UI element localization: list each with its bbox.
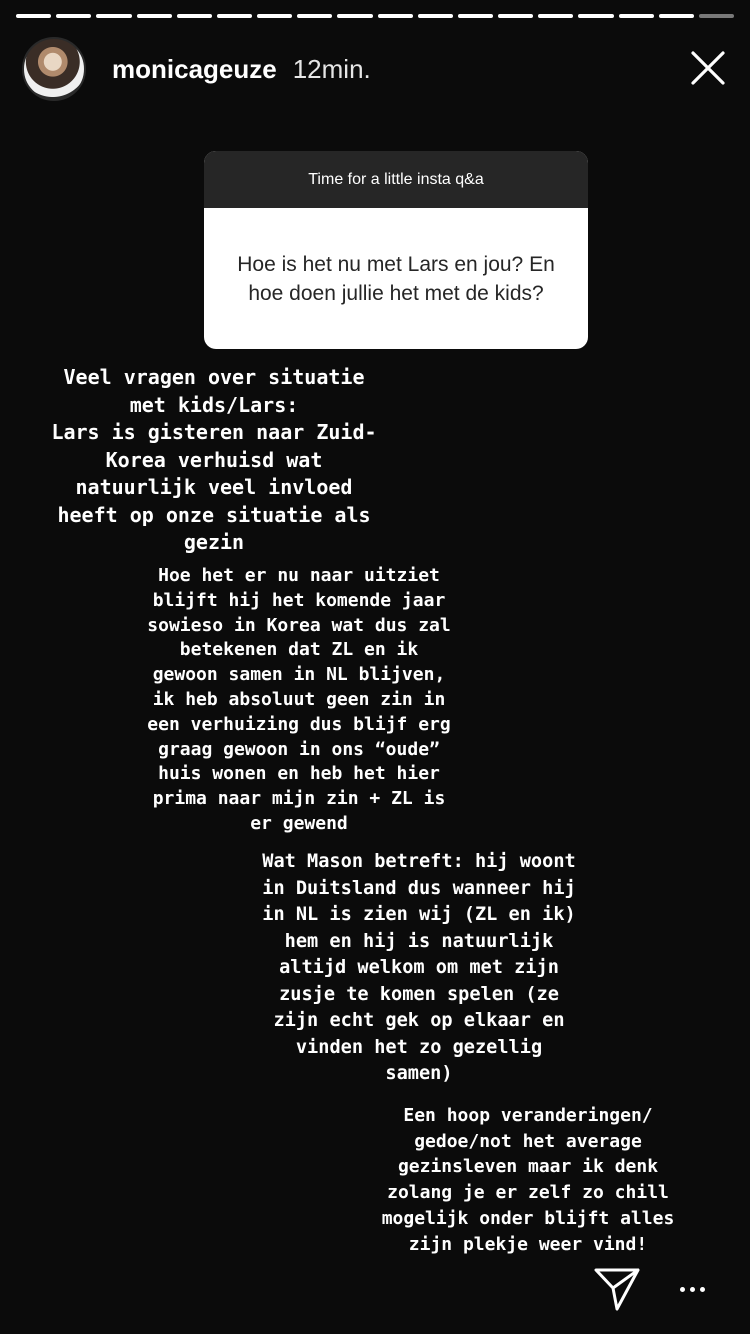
progress-segment — [619, 14, 654, 18]
progress-segment — [217, 14, 252, 18]
progress-segment — [378, 14, 413, 18]
question-text: Hoe is het nu met Lars en jou? En hoe doen jullie het met de kids? — [237, 252, 555, 305]
story-header — [22, 34, 728, 104]
progress-segment — [16, 14, 51, 18]
avatar[interactable] — [22, 37, 86, 101]
post-time: 12min. — [292, 53, 371, 84]
progress-segment — [56, 14, 91, 18]
progress-segment — [297, 14, 332, 18]
progress-segment — [337, 14, 372, 18]
progress-segment — [498, 14, 533, 18]
more-dot — [680, 1287, 685, 1292]
progress-segment — [699, 14, 734, 18]
more-dot — [690, 1287, 695, 1292]
story-text-block: Hoe het er nu naar uitziet blijft hij het komende jaar sowieso in Korea wat dus zal betekenen dat ZL en ik gewoon samen in NL blijven, ik heb absoluut geen zin in een verhuizing dus blijf erg graag gewoon in ons “oude” huis wonen en heb het hier prima naar mijn zin + ZL is er gewend — [147, 565, 451, 834]
progress-segment — [96, 14, 131, 18]
progress-segment — [458, 14, 493, 18]
progress-segment — [578, 14, 613, 18]
progress-segment — [137, 14, 172, 18]
story-text-block: Wat Mason betreft: hij woont in Duitsland dus wanneer hij in NL is zien wij (ZL en ik) hem en hij is natuurlijk altijd welkom om met zijn zusje te komen spelen (ze zijn echt gek op elkaar en vinden het zo gezellig samen) — [262, 851, 576, 1084]
progress-segment — [538, 14, 573, 18]
progress-segment — [418, 14, 453, 18]
story-progress-bar — [16, 14, 734, 18]
question-sticker[interactable] — [204, 151, 588, 349]
more-dot — [700, 1287, 705, 1292]
story-text-block: Veel vragen over situatie met kids/Lars: Lars is gisteren naar Zuid- Korea verhuisd wat natuurlijk veel invloed heeft op onze situatie als gezin — [51, 365, 377, 554]
send-icon[interactable] — [593, 1266, 641, 1312]
more-icon[interactable] — [672, 1274, 712, 1304]
question-sticker-header: Time for a little insta q&a — [204, 151, 588, 208]
close-icon[interactable] — [688, 48, 728, 88]
username[interactable]: monicageuze — [112, 53, 277, 84]
progress-segment — [177, 14, 212, 18]
progress-segment — [659, 14, 694, 18]
story-text-block: Een hoop veranderingen/ gedoe/not het average gezinsleven maar ik denk zolang je er zelf zo chill mogelijk onder blijft alles zijn plekje weer vind! — [381, 1105, 675, 1255]
progress-segment — [257, 14, 292, 18]
